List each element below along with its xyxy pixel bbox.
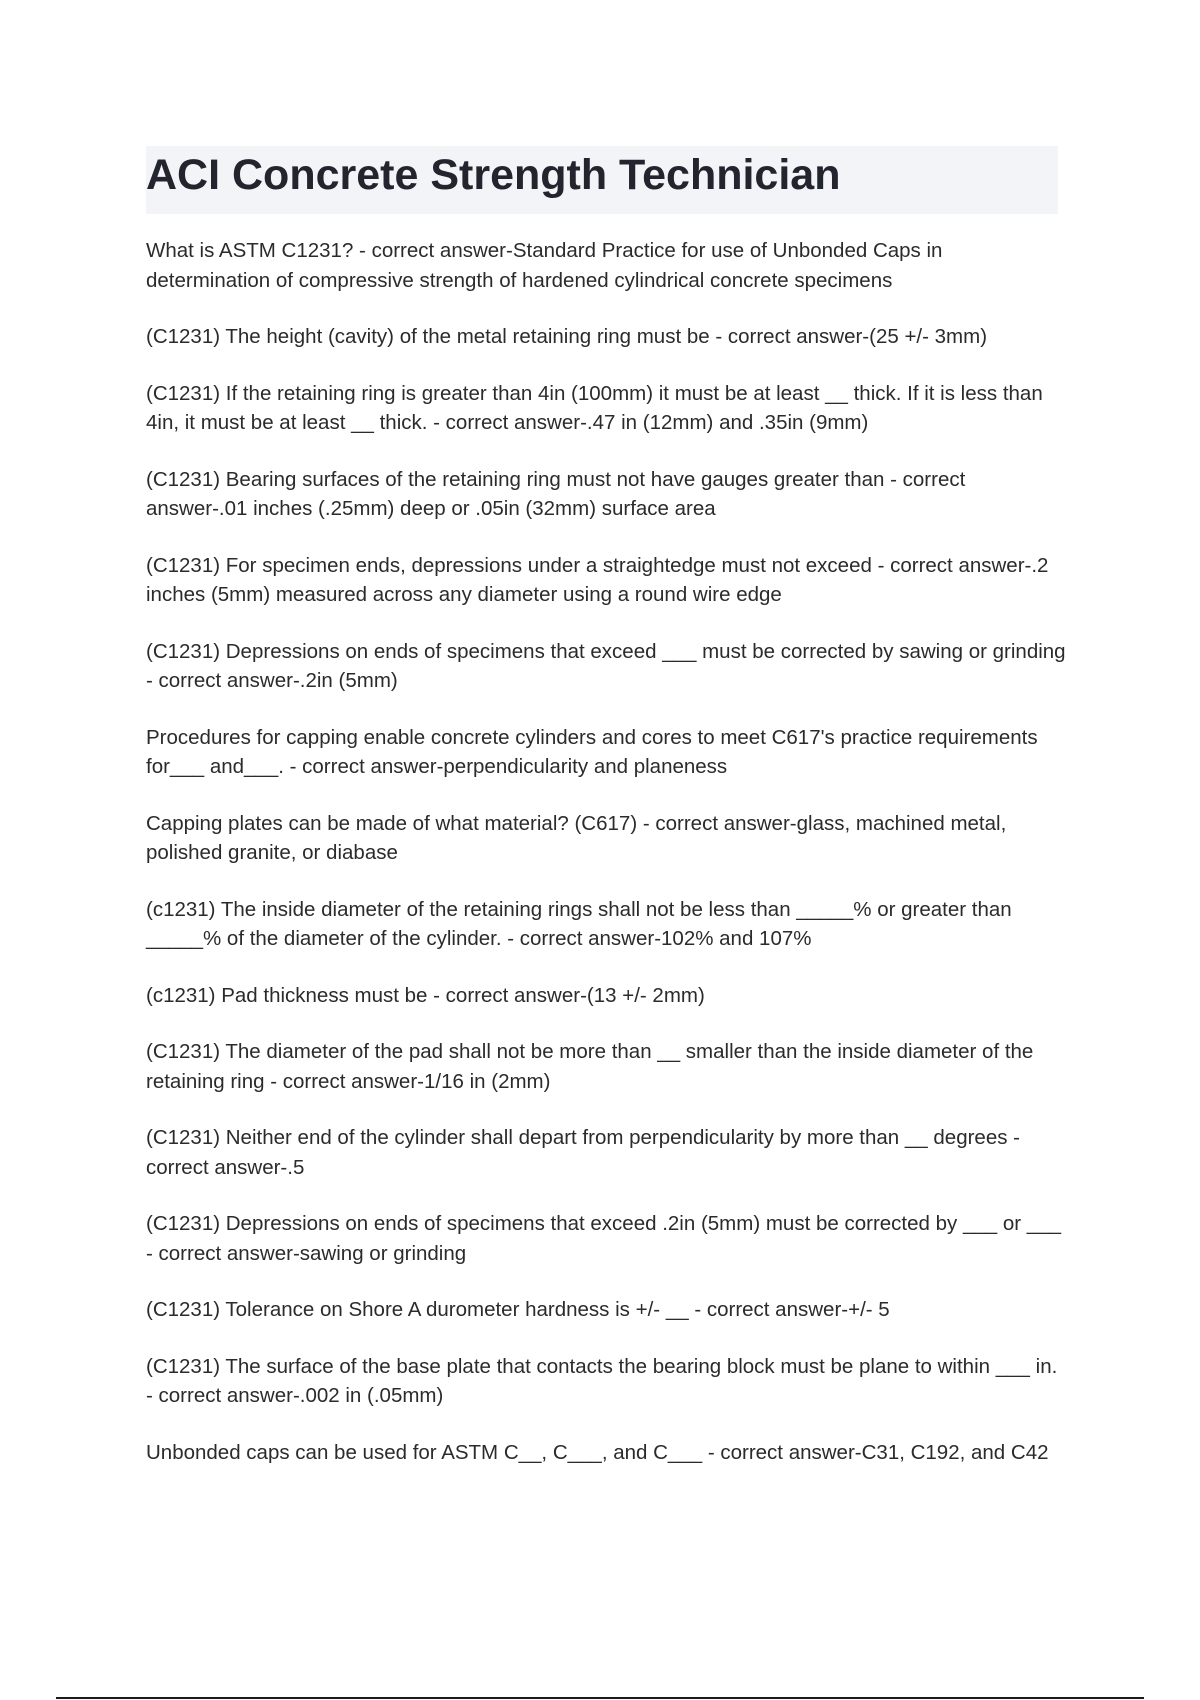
qa-item: (C1231) The height (cavity) of the metal retaining ring must be - correct answer-(25 +/- 3mm) bbox=[146, 325, 988, 348]
qa-item: (C1231) If the retaining ring is greater than 4in (100mm) it must be at least __ thick. If it is less than 4in, it must be at least __ thick. - correct answer-.47 in (12mm) and .35in (9mm) bbox=[146, 381, 1043, 434]
footer-divider bbox=[56, 1697, 1144, 1699]
qa-item: Procedures for capping enable concrete cylinders and cores to meet C617's practice requirements for___ and___. - correct answer-perpendicularity and planeness bbox=[146, 725, 1038, 778]
qa-list bbox=[146, 236, 1066, 1494]
qa-item: (C1231) Tolerance on Shore A durometer hardness is +/- __ - correct answer-+/- 5 bbox=[146, 1298, 890, 1321]
qa-item: (c1231) Pad thickness must be - correct answer-(13 +/- 2mm) bbox=[146, 983, 705, 1007]
qa-item: (C1231) For specimen ends, depressions under a straightedge must not exceed - correct answer-.2 inches (5mm) measured across any diameter using a round wire edge bbox=[146, 553, 1049, 606]
qa-item: (C1231) The surface of the base plate that contacts the bearing block must be plane to within ___ in. - correct answer-.002 in (.05mm) bbox=[146, 1354, 1058, 1407]
page-title: ACI Concrete Strength Technician bbox=[146, 151, 841, 199]
qa-item: (C1231) Depressions on ends of specimens that exceed .2in (5mm) must be corrected by ___ or ___ - correct answer-sawing or grinding bbox=[146, 1212, 1061, 1265]
title-banner bbox=[146, 146, 1058, 214]
qa-item: (c1231) The inside diameter of the retaining rings shall not be less than _____% or greater than _____% of the diameter of the cylinder. - correct answer-102% and 107% bbox=[146, 897, 1012, 950]
qa-item: (C1231) Depressions on ends of specimens that exceed ___ must be corrected by sawing or grinding - correct answer-.2in (5mm) bbox=[146, 639, 1066, 692]
qa-item: (C1231) The diameter of the pad shall not be more than __ smaller than the inside diameter of the retaining ring - correct answer-1/16 in (2mm) bbox=[146, 1040, 1034, 1093]
qa-item: Unbonded caps can be used for ASTM C__, C___, and C___ - correct answer-C31, C192, and C42 bbox=[146, 1440, 1049, 1464]
qa-item: Capping plates can be made of what material? (C617) - correct answer-glass, machined metal, polished granite, or diabase bbox=[146, 811, 1007, 864]
qa-item: (C1231) Neither end of the cylinder shall depart from perpendicularity by more than __ degrees - correct answer-.5 bbox=[146, 1126, 1020, 1179]
qa-item: (C1231) Bearing surfaces of the retaining ring must not have gauges greater than - correct answer-.01 inches (.25mm) deep or .05in (32mm) surface area bbox=[146, 467, 966, 520]
qa-item: What is ASTM C1231? - correct answer-Standard Practice for use of Unbonded Caps in determination of compressive strength of hardened cylindrical concrete specimens bbox=[146, 239, 943, 292]
